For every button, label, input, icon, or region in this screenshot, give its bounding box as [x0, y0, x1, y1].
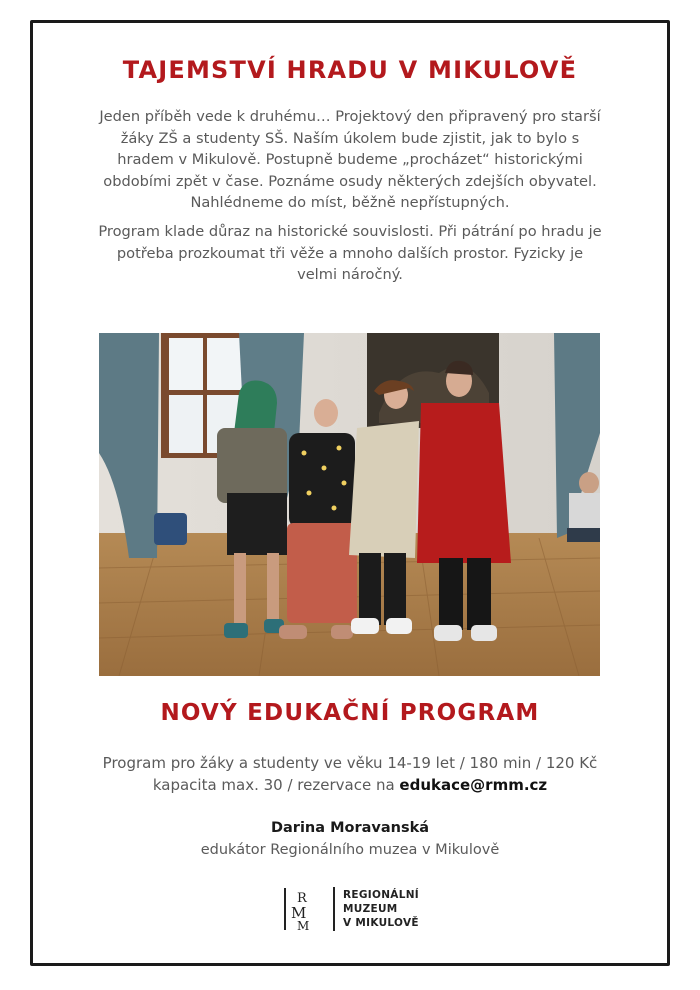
group-photo [99, 333, 600, 676]
reservation-text: kapacita max. 30 / rezervace na [152, 776, 400, 794]
reservation-email[interactable]: edukace@rmm.cz [399, 776, 548, 794]
program-paragraph: Program klade důraz na historické souvislosti. Při pátrání po hradu je potřeba prozkoumat tři věže a mnoho dalších prostor. Fyzicky je velmi náročný. [98, 223, 602, 283]
museum-logo [283, 885, 419, 933]
svg-text:R: R [297, 891, 307, 906]
program-info [70, 752, 630, 796]
page-title: TAJEMSTVÍ HRADU V MIKULOVĚ [122, 56, 578, 84]
program-details: Program pro žáky a studenty ve věku 14-19 let / 180 min / 120 Kč [102, 754, 598, 772]
logo-text [343, 888, 419, 930]
svg-text:M: M [297, 919, 310, 932]
program-heading: NOVÝ EDUKAČNÍ PROGRAM [160, 700, 540, 726]
capacity-reservation [70, 774, 630, 796]
author-name: Darina Moravanská [270, 820, 430, 836]
logo-line-2: MUZEUM [343, 903, 398, 915]
logo-line-3: V MIKULOVĚ [343, 917, 419, 929]
logo-divider [333, 887, 335, 931]
intro-paragraph: Jeden příběh vede k druhému… Projektový den připravený pro starší žáky ZŠ a studenty SŠ. Naším úkolem bude zjistit, jak to bylo s hradem v Mikulově. Postupně budeme „procházet“ historickými obdobími zpět v čase. Poznáme osudy některých zdejších obyvatel. Nahlédneme do míst, běžně nepřístupných. [99, 108, 601, 211]
logo-line-1: REGIONÁLNÍ [343, 889, 420, 901]
author-role: edukátor Regionálního muzea v Mikulově [200, 842, 500, 858]
rmm-monogram-icon [283, 886, 329, 932]
svg-text:M: M [291, 904, 307, 922]
